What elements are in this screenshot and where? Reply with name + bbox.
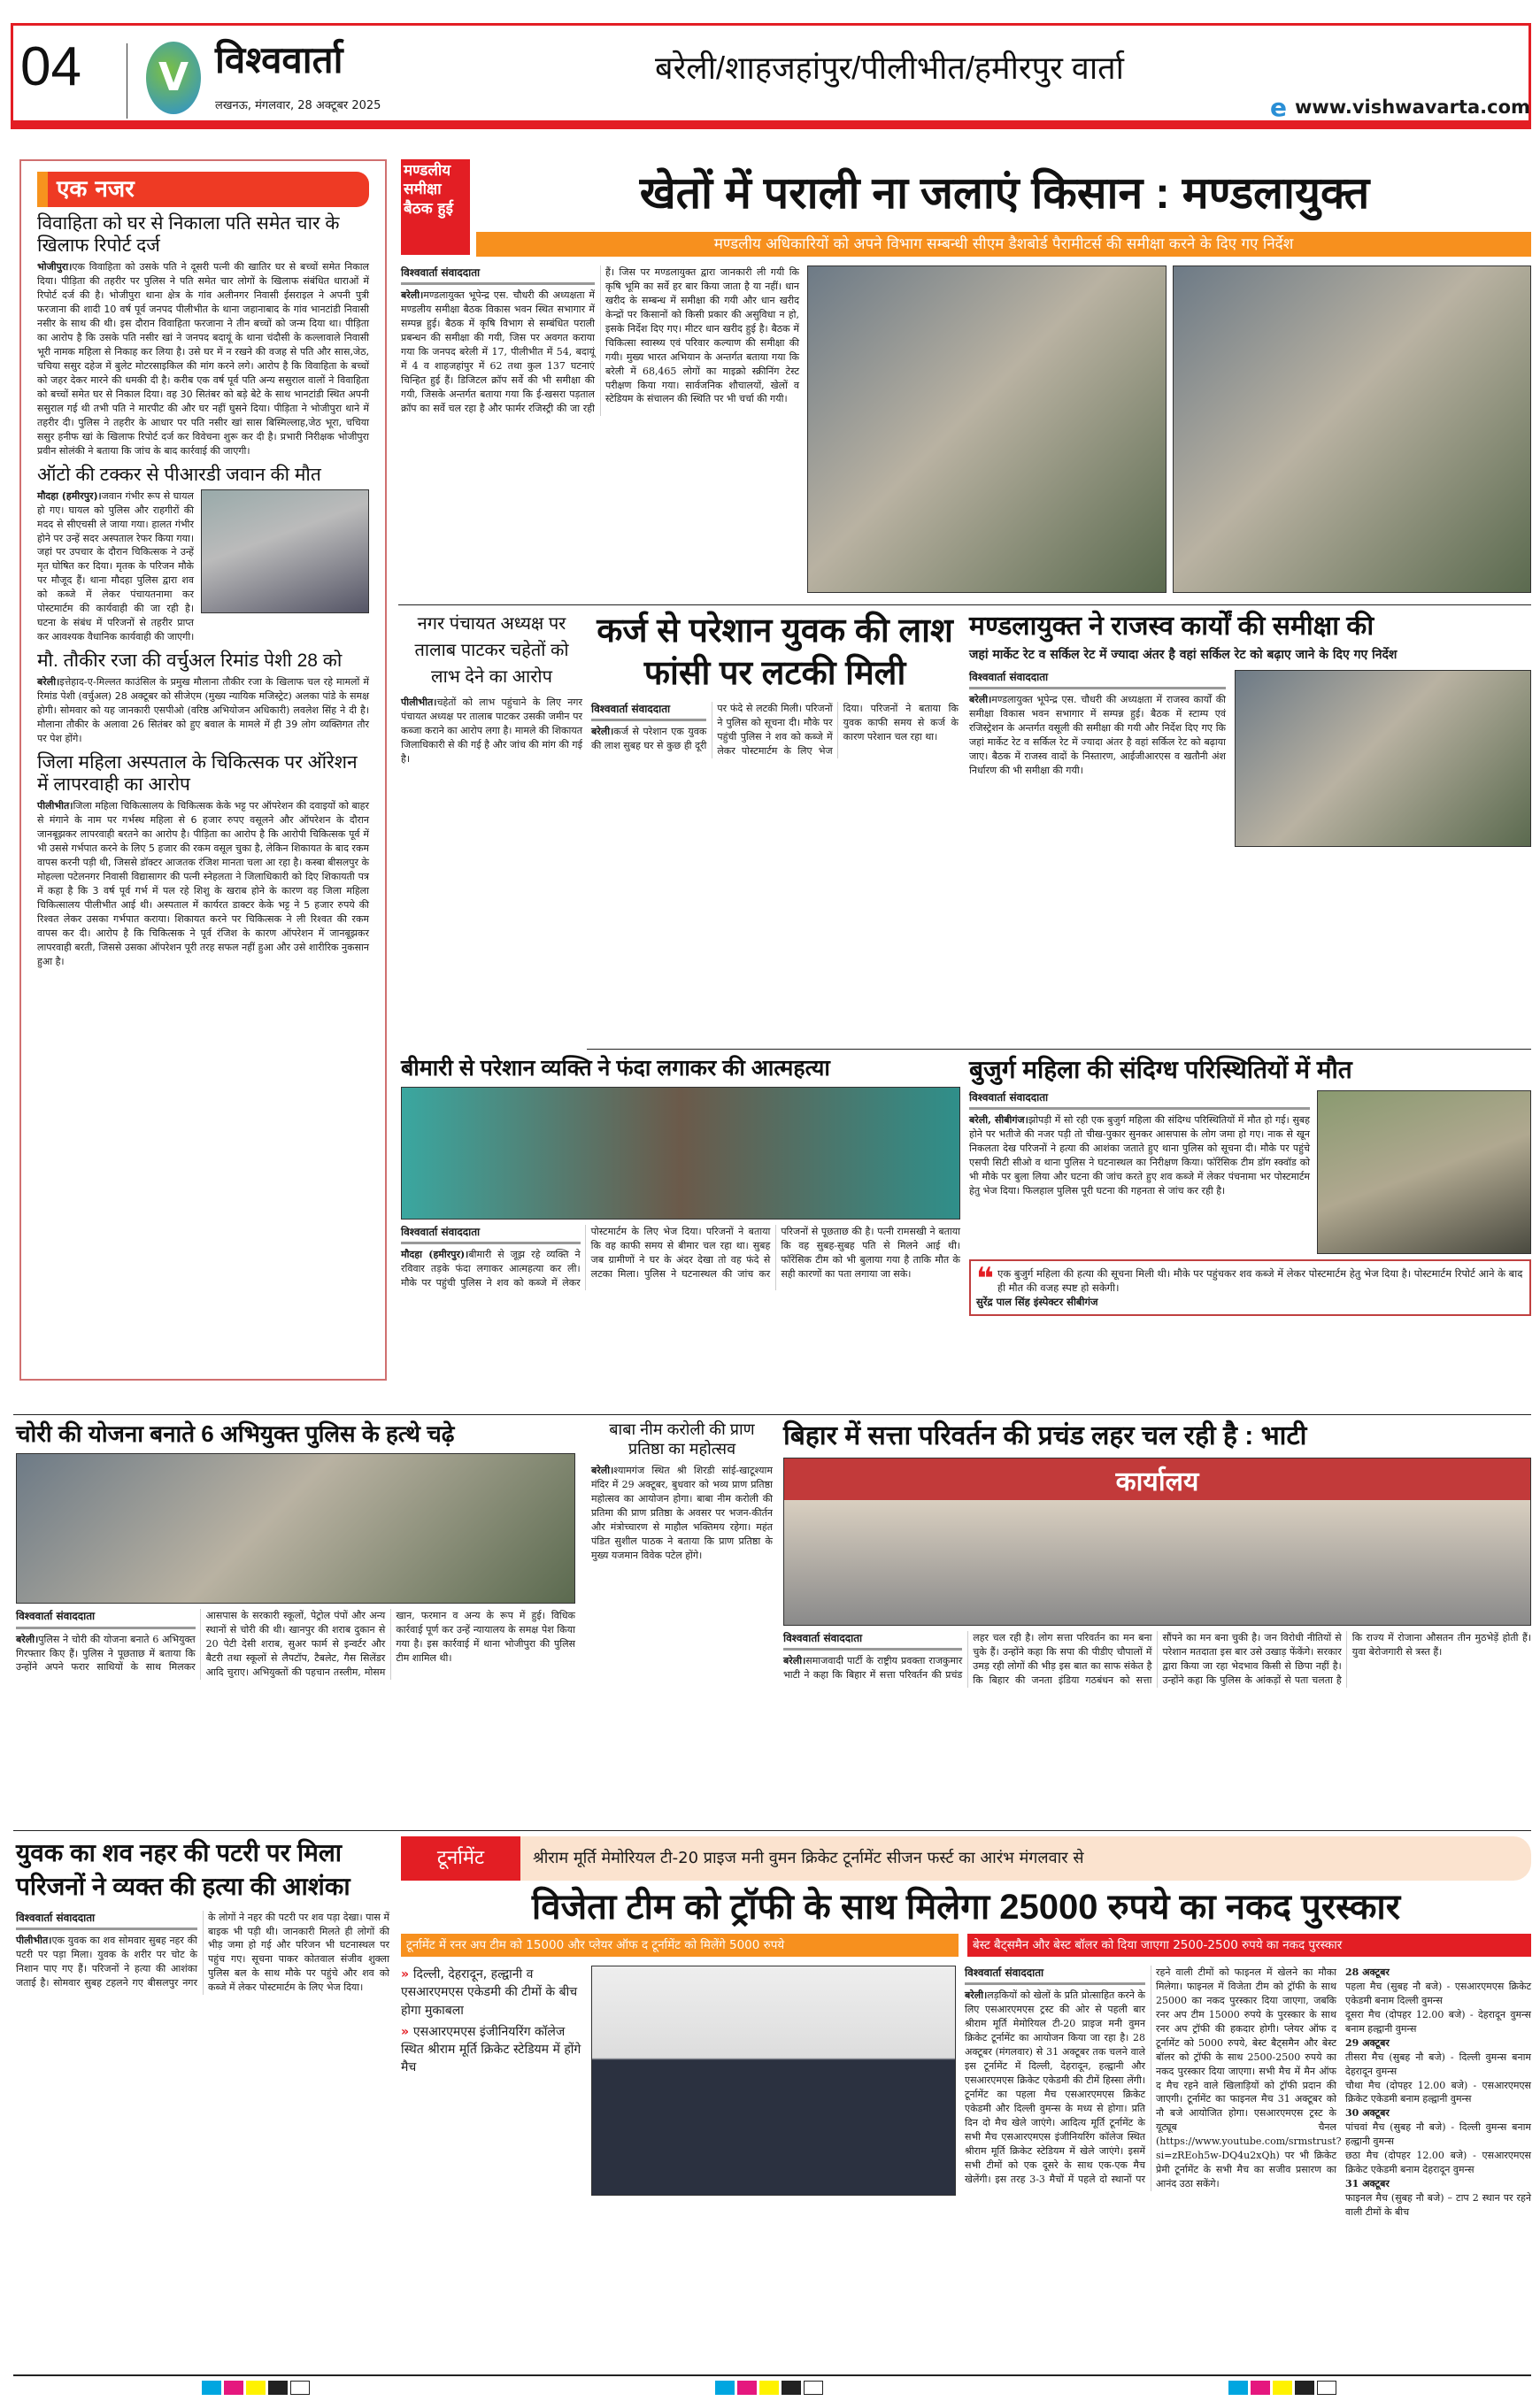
crime-scene-photo [1317,1090,1531,1254]
photo-banner-text: कार्यालय [1115,1466,1199,1497]
tournament-body: विश्ववार्ता संवाददाता बरेली।लड़कियों को खेलों के प्रति प्रोत्साहित करने के लिए एसआरएमएस ट्रस्ट की ओर से पहली बार श्रीराम मूर्ति मेमोरियल टी-20 प्राइज मनी वुमन क्रिकेट टूर्नामेंट का आयोजन किया जा रहा है। 28 अक्टूबर (मंगलवार) से 31 अक्टूबर तक चलने वाले इस टूर्नामेंट में दिल्ली, देहरादून, हल्द्वानी और एसआरएमएस क्रिकेट एकेडमी की टीमें हिस्सा लेंगी। टूर्नामेंट का पहला मैच एसआरएमएस क्रिकेट एकेडमी और दिल्ली वुमन्स के मध्य से होगा। प्रति दिन दो मैच खेले जाएंगे। आदित्य मूर्ति टूर्नामेंट के सभी मैच एसआरएमएस इंजीनियरिंग कॉलेज स्थित श्रीराम मूर्ति क्रिकेट स्टेडियम में खेले जाएंगे। इसमें सभी टीमों को एक दूसरे के साथ एक-एक मैच खेलेंगी। इस तरह 3-3 मैचों में पहले दो स्थानों पर रहने वाली टीमों को फाइनल में खेलने का मौका मिलेगा। फाइनल में विजेता टीम को ट्रॉफी के साथ 25000 का नकद पुरस्कार दिया जाएगा, जबकि रनर अप टीम 15000 रुपये के पुरस्कार के साथ रनर अप ट्रॉफी की हकदार होगी। प्लेयर ऑफ द टूर्नामेंट को 5000 रुपये, बेस्ट बैट्समैन और बेस्ट बॉलर को ट्रॉफी के साथ 2500-2500 रुपये का नकद पुरस्कार दिया जाएगा। सभी मैच में मैन ऑफ द मैच रहने वाले खिलाड़ियों को ट्रॉफी प्रदान की जाएगी। टूर्नामेंट का फाइनल मैच 31 अक्टूबर को नौ बजे आयोजित होगा। एसआरएमएस ट्रस्ट के यूट्यूब चैनल (https://www.youtube.com/srmstrust?si=zREoh5w-DQ4u2xQh) पर भी क्रिकेट प्रेमी टूर्नामेंट के सभी मैच का सजीव प्रसारण का आनंद उठा सकेंगे। [965,1966,1342,2190]
story-body: भोजीपुरा।एक विवाहिता को उसके पति ने दूसरी पत्नी की खातिर घर से बच्चों समेत निकाल दिया। पीड़िता की तहरीर पर पुलिस ने पति समेत चार लोगों के खिलाफ संबंधित धाराओं में रिपोर्ट दर्ज की है। भोजीपुरा थाना क्षेत्र के गांव अलीनगर निवासी ईसराइल ने अपनी पुत्री फरजाना की शादी 10 वर्ष पूर्व जनपद पीलीभीत के थाना जहानाबाद के गांव भानटांडी निवासी नसीर के साथ की थी। इस दौरान विवाहिता फरजाना ने तीन बच्चों को जन्म दिया था। पीड़िता का आरोप है कि उसके पति नसीर खां ने जनपद बदायूं के थाना चंदौसी के कल्लावाले निवासी भूरी नामक महिला से निकाह कर लिया है। उसे घर में न रखने की वजह से पति और सास,जेठ, चचिया ससुर दहेज में बुलेट मोटरसाइकिल की मांग करने लगे। आरोप है कि विवाहिता के बच्चों को जहर देकर मारने की धमकी दी है। करीब एक वर्ष पूर्व पति अन्य ससुराल वालों ने विवाहिता को बच्चों समेत घर से निकाल दिया। वह 30 सितंबर को बड़े बेटे के साथ भानटांडी स्थित अपनी ससुराल गई थी तभी पति ने मारपीट की और घर नहीं घुसने दिया। पीड़िता ने भोजीपुरा थाने में तहरीर दी। पुलिस ने तहरीर के आधार पर पति नसीर खां सास बिस्मिल्लाह,जेठ भूरा, चचिया ससुर हनीफ खां के खिलाफ रिपोर्ट दर्ज कर विवेचना शुरू कर दी है। प्रभारी निरीक्षक भोजीपुरा प्रवीन सोलंकी ने बताया कि जांच के बाद कार्रवाई की जाएगी। [37,261,369,457]
bihar-body: विश्ववार्ता संवाददाता बरेली।समाजवादी पार्टी के राष्ट्रीय प्रवक्ता राजकुमार भाटी ने कहा कि बिहार में सत्ता परिवर्तन की प्रचंड लहर चल रही है। लोग सत्ता परिवर्तन का मन बना चुके हैं। उन्होंने कहा कि सपा की पीडीए चौपालों में उमड़ रही लोगों की भीड़ इस बात का साफ संकेत है कि बिहार की जनता इंडिया गठबंधन को सत्ता सौंपने का मन बना चुकी है। जन विरोधी नीतियों से परेशान मतदाता इस बार उसे उखाड़ फेंकेंगे। सरकार द्वारा किया जा रहा भेदभाव किसी से छिपा नहीं है। उन्होंने कहा कि पुलिस के आंकड़ों से पता चलता है कि राज्य में रोजाना औसतन तीन मुठभेड़ें होती हैं। युवा बेरोजगारी से त्रस्त हैं। [783,1632,1531,1686]
canal-headline: युवक का शव नहर की पटरी पर मिला परिजनों ने व्यक्त की हत्या की आशंका [16,1839,350,1900]
canal-body: विश्ववार्ता संवाददाता पीलीभीत।एक युवक का शव सोमवार सुबह नहर की पटरी पर पड़ा मिला। युवक के शरीर पर चोट के निशान पाए गए हैं। परिजनों ने हत्या की आशंका जताई है। सोमवार सुबह टहलने गए बीसलपुर नगर के लोगों ने नहर की पटरी पर शव पड़ा देखा। पास में बाइक भी पड़ी थी। जानकारी मिलते ही लोगों की भीड़ जमा हो गई और परिजन भी घटनास्थल पर पहुंच गए। सूचना पाकर कोतवाल संजीव शुक्ला पुलिस बल के साथ मौके पर पहुंचे और शव को कब्जे में लेकर पोस्टमार्टम के लिए भेज दिया। [16,1911,389,1994]
story-headline: विवाहिता को घर से निकाला पति समेत चार के खिलाफ रिपोर्ट दर्ज [37,213,340,257]
ek-nazar-box [19,159,387,1381]
loan-body: विश्ववार्ता संवाददाता बरेली।कर्ज से परेशान एक युवक की लाश सुबह घर से कुछ ही दूरी पर फंदे से लटकी मिली। परिजनों ने पुलिस को सूचना दी। मौके पर पहुंची पुलिस ने शव को कब्जे में लेकर पोस्टमार्टम के लिए भेज दिया। परिजनों ने बताया कि युवक काफी समय से कर्ज के कारण परेशान चल रहा था। [591,703,959,757]
illness-story [401,1055,960,1290]
elderly-body: विश्ववार्ता संवाददाता बरेली, सीबीगंज।झोपड़ी में सो रही एक बुजुर्ग महिला की संदिग्ध परिस्थितियों में मौत हो गई। सुबह होने पर भतीजे की नजर पड़ी तो चीख-पुकार सुनकर आसपास के लोग जमा हो गए। नाक से खून निकलता देख परिजनों ने हत्या की आशंका जताते हुए थाना पुलिस को सूचना दी। मौके पर पहुंचे एसपी सिटी सीओ व थाना पुलिस ने घटनास्थल का निरीक्षण किया। फॉरेंसिक टीम डॉग स्क्वॉड को भी मौके पर बुला लिया और घटना की जांच करते हुए शव कब्जे में लेकर पंचनामा भर पोस्टमार्टम हेतु भेज दिया। फिलहाल पुलिस पूरी घटना की गहनता से जांच कर रही है। [969,1090,1310,1197]
theft-body: विश्ववार्ता संवाददाता बरेली।पुलिस ने चोरी की योजना बनाते 6 अभियुक्त गिरफ्तार किए हैं। पुलिस ने पूछताछ में बताया कि उन्होंने अपने फरार साथियों के साथ मिलकर आसपास के सरकारी स्कूलों, पेट्रोल पंपों और अन्य स्थानों से चोरी की थी। खानपुर की शराब दुकान से 20 पेटी देसी शराब, सुअर फार्म से इन्वर्टर और बैटरी तथा स्कूलों से लैपटॉप, टैबलेट, गैस सिलेंडर आदि चुराए। अभियुक्तों की पहचान तस्लीम, मोसम खान, फरमान व अन्य के रूप में हुई। विधिक कार्रवाई पूर्ण कर उन्हें न्यायालय के समक्ष पेश किया गया है। इस कार्रवाई में थाना भोजीपुरा की पुलिस टीम शामिल थी। [16,1610,575,1678]
quote-box: ❝ एक बुजुर्ग महिला की हत्या की सूचना मिली थी। मौके पर पहुंचकर शव कब्जे में लेकर पोस्टमार्टम हेतु भेज दिया है। पोस्टमार्टम रिपोर्ट आने के बाद ही मौत की वजह स्पष्ट हो सकेगी। सुरेंद्र पाल सिंह इंस्पेक्टर सीबीगंज [969,1259,1531,1316]
baba-headline: बाबा नीम करोली की प्राण प्रतिष्ठा का महोत्सव [609,1420,755,1458]
trustee-portrait-photo [591,1966,956,2196]
loan-story [591,611,959,758]
story-headline: जिला महिला अस्पताल के चिकित्सक पर ऑरेशन में लापरवाही का आरोप [37,751,358,796]
double-chevron-icon: » [401,1967,413,1982]
baba-body: बरेली।श्यामगंज स्थित श्री शिरडी सांई-खाटूश्याम मंदिर में 29 अक्टूबर, बुधवार को भव्य प्राण प्रतिष्ठा महोत्सव का आयोजन होगा। बाबा नीम करोली की प्रतिमा की प्राण प्रतिष्ठा के अवसर पर भजन-कीर्तन और मंत्रोच्चारण से माहौल भक्तिमय रहेगा। महंत पंडित सुशील पाठक ने बताया कि प्राण प्रतिष्ठा के मुख्य यजमान विवेक पटेल होंगे। [591,1465,773,1561]
section-tag: एक नजर [37,172,369,207]
theft-story [16,1420,575,1680]
tournament-kicker: श्रीराम मूर्ति मेमोरियल टी-20 प्राइज मनी वुमन क्रिकेट टूर्नामेंट सीजन फर्स्ट का आरंभ मंगलवार से [520,1836,1531,1881]
meeting-photo-1 [807,265,1167,593]
logo-icon: V [146,42,201,114]
story-body: पीलीभीत।चहेतों को लाभ पहुंचाने के लिए नगर पंचायत अध्यक्ष पर तालाब पाटकर उसकी जमीन पर कब्जा कराने का आरोप लगा है। मामले की शिकायत जिलाधिकारी से की गई है और जांच की मांग की गई है। [401,696,582,765]
baba-story [591,1420,773,1563]
illness-headline: बीमारी से परेशान व्यक्ति ने फंदा लगाकर की आत्महत्या [401,1056,830,1081]
color-registration-marks [0,2381,1540,2398]
revenue-headline: मण्डलायुक्त ने राजस्व कार्यों की समीक्षा की [969,612,1374,641]
story-body: पीलीभीत।जिला महिला चिकित्सालय के चिकित्सक केके भट्ट पर ऑपरेशन की दवाइयों को बाहर से मंगाने के नाम पर गर्भस्थ महिला से 6 हजार रुपए वसूलने और ऑपरेशन के दौरान जानबूझकर लापरवाही बरतने का आरोप है। पीड़िता का आरोप है कि आरोपी चिकित्सक पूर्व में भी उससे गर्भपात करने के लिए 5 हजार की रकम वसूल चुका है, लेकिन शिकायत के बाद रकम वापस करनी पड़ी थी, जिससे डॉक्टर आजतक रंजिश मानता चला आ रहा है। कस्बा बीसलपुर के मोहल्ला पटेलनगर निवासी विद्यासागर की पत्नी स्नेहलता ने जिलाधिकारी को दिए शिकायती पत्र में कहा है कि 3 वर्ष पूर्व गर्भ में पल रहे शिशु के खराब होने के कारण वह जिला महिला चिकित्सालय पीलीभीत आई थी। अस्पताल में कार्यरत डाक्टर केके भट्ट ने 5 हजार रुपये की रिश्वत लेकर उसका गर्भपात कराया। शिकायत करने पर चिकित्सक ने ली रिश्वत की रकम वापस कर दी। आरोप है कि चिकित्सक ने पूर्व रंजिश के कारण ऑपरेशन में जानबूझकर लापरवाही बरती, जिससे उसका ऑपरेशन पूरी तरह सफल नहीं हुआ और उसे शारीरिक नुकसान हुआ है। [37,800,369,967]
story [37,464,369,645]
story-headline: नगर पंचायत अध्यक्ष पर तालाब पाटकर चहेतों को लाभ देने का आरोप [414,614,569,687]
tournament-strip-best-player: बेस्ट बैट्समैन और बेस्ट बॉलर को दिया जाएगा 2500-2500 रुपये का नकद पुरस्कार [967,1934,1531,1957]
lead-headline: खेतों में पराली ना जलाएं किसान : मण्डलायुक्त [639,168,1370,218]
story-body: बरेली।इत्तेहाद-ए-मिल्लत काउंसिल के प्रमुख मौलाना तौकीर रजा के खिलाफ चल रहे मामलों में रिमांड पेशी (वर्चुअल) 28 अक्टूबर को सीजेएम (मुख्य न्यायिक मजिस्ट्रेट) अलका पांडे के समक्ष होगी। सोमवार को यह जानकारी एसपीओ (वरिष्ठ अभियोजन अधिकारी) लवलेश सिंह ने दी है। मौलाना तौकीर के अलावा 26 सितंबर को हुए बवाल के मामले में ही 39 लोग व्यक्तिगत तौर पर पेश होंगे। [37,676,369,744]
bihar-headline: बिहार में सत्ता परिवर्तन की प्रचंड लहर चल रही है : भाटी [783,1421,1307,1451]
highlight-item: » दिल्ली, देहरादून, हल्द्वानी व एसआरएमएस एकेडमी की टीमों के बीच होगा मुकाबला [401,1967,578,2018]
masthead [11,23,1531,129]
tournament-strip-runner-up: टूर्नामेंट में रनर अप टीम को 15000 और प्लेयर ऑफ द टूर्नामेंट को मिलेंगे 5000 रुपये [401,1934,959,1957]
arrested-accused-photo [16,1453,575,1604]
story-headline: मौ. तौकीर रजा की वर्चुअल रिमांड पेशी 28 को [37,650,343,671]
double-chevron-icon: » [401,2024,413,2039]
elderly-story [969,1055,1531,1316]
illness-body: विश्ववार्ता संवाददाता मौदहा (हमीरपुर)।बीमारी से जूझ रहे व्यक्ति ने रविवार तड़के फंदा लगाकर आत्महत्या कर ली। मौके पर पहुंची पुलिस ने शव को कब्जे में लेकर पोस्टमार्टम के लिए भेज दिया। परिजनों ने बताया कि वह काफी समय से बीमार चल रहा था। सुबह जब ग्रामीणों ने घर के अंदर देखा तो वह फंदे से लटका मिला। पुलिस ने घटनास्थल की जांच कर परिजनों से पूछताछ की है। पत्नी रामसखी ने बताया कि वह सुबह-सुबह पति से मिलने आई थी। फॉरेंसिक टीम को भी बुलाया गया है ताकि मौत के सही कारणों का पता लगाया जा सके। [401,1226,960,1289]
story [37,751,369,969]
match-schedule [1345,1966,1531,2220]
globe-icon: e [1270,93,1287,122]
highlight-item: » एसआरएमएस इंजीनियरिंग कॉलेज स्थित श्रीराम मूर्ति क्रिकेट स्टेडियम में होंगे मैच [401,2024,581,2075]
edition-title: बरेली/शाहजहांपुर/पीलीभीत/हमीरपुर वार्ता [655,50,1124,86]
schedule-day: 30 अक्टूबर पांचवां मैच (सुबह नौ बजे) - दिल्ली वुमन्स बनाम हल्द्वानी वुमन्स छठा मैच (दोपहर 12.00 बजे) - एसआरएमएस क्रिकेट एकेडमी बनाम देहरादून वुमन्स [1345,2107,1531,2176]
brand-name: विश्ववार्ता [215,39,343,81]
revenue-story [969,611,1531,847]
tournament-tag: टूर्नामेंट [401,1836,520,1881]
schedule-day: 31 अक्टूबर फाइनल मैच (सुबह नौ बजे) – टाप 2 स्थान पर रहने वाली टीमों के बीच [1345,2178,1531,2218]
lead-body: विश्ववार्ता संवाददाता बरेली।मण्डलायुक्त भूपेन्द्र एस. चौधरी की अध्यक्षता में मण्डलीय समीक्षा बैठक विकास भवन स्थित सभागार में सम्पन्न हुई। बैठक में कृषि विभाग से सम्बंधित पराली प्रबन्धन की समीक्षा की गयी, जिस पर अवगत कराया गया कि जनपद बरेली में 17, पीलीभीत में 54, बदायूं में 4 व शाहजहांपुर में 62 तथा कुल 137 घटनाएं चिन्हित हुई हैं। डिजिटल क्रॉप सर्वे की भी समीक्षा की गयी, जिसके अन्तर्गत बताया गया कि ई-खसरा पड़ताल क्रॉप का सर्वे चल रहा है और फार्मर रजिस्ट्री की जा रही हैं। जिस पर मण्डलायुक्त द्वारा जानकारी ली गयी कि कृषि भूमि का सर्वे हर बार किया जाता है या नहीं। धान खरीद के सम्बन्ध में समीक्षा की गयी और धान खरीद केन्द्रों पर किसानों को किसी प्रकार की असुविधा न हो, इसके निर्देश दिए गए। मीटर धान खरीद हुई है। बैठक में चिकित्सा स्वास्थ्य एवं परिवार कल्याण की समीक्षा की गयी। मुख्य भारत अभियान के अन्तर्गत बताया गया कि बरेली में 68,465 लोगों का माइक्रो स्क्रीनिंग टेस्ट परीक्षण किया गया। सार्वजनिक शौचालयों, खेलों व स्टेडियम के संचालन की स्थिति पर भी चर्चा की गयी। [401,266,799,414]
revenue-meeting-photo [1235,670,1531,847]
press-conference-photo [783,1458,1531,1626]
meeting-photo-2 [1173,265,1531,593]
dateline: लखनऊ, मंगलवार, 28 अक्टूबर 2025 [215,99,381,112]
illness-photo [401,1087,960,1220]
loan-headline: कर्ज से परेशान युवक की लाश फांसी पर लटकी मिली [597,612,953,692]
elderly-headline: बुजुर्ग महिला की संदिग्ध परिस्थितियों में मौत [969,1056,1352,1083]
bihar-story [783,1420,1531,1688]
lead-kicker: मण्डलीय समीक्षा बैठक हुई [401,159,470,255]
lead-subhead: मण्डलीय अधिकारियों को अपने विभाग सम्बन्धी सीएम डैशबोर्ड पैरामीटर्स की समीक्षा करने के दिए गए निर्देश [476,232,1531,257]
quote-icon: ❝ [976,1260,994,1297]
story [37,650,369,746]
theft-headline: चोरी की योजना बनाते 6 अभियुक्त पुलिस के हत्थे चढ़े [16,1420,455,1447]
canal-story [16,1836,389,1995]
revenue-body: विश्ववार्ता संवाददाता बरेली।मण्डलायुक्त भूपेन्द्र एस. चौधरी की अध्यक्षता में राजस्व कार्यों की समीक्षा विकास भवन सभागार में सम्पन्न हुई। बैठक में स्टाम्प एवं रजिस्ट्रेशन के अन्तर्गत वसूली की समीक्षा की गयी और निर्देश दिए गए कि जहां मार्केट रेट व सर्किल रेट में ज्यादा अंतर है वहां सर्किल रेट को बढ़ाया जाए। बैठक में राजस्व वादों के निस्तारण, आईजीआरएस व खतौनी अंश निर्धारण की भी समीक्षा की गयी। [969,671,1226,777]
revenue-subhead: जहां मार्केट रेट व सर्किल रेट में ज्यादा अंतर है वहां सर्किल रेट को बढ़ाए जाने के दिए गए निर्देश [969,648,1398,662]
quote-attribution: सुरेंद्र पाल सिंह इंस्पेक्टर सीबीगंज [976,1295,1098,1308]
tournament-story [401,1836,1531,2220]
page-number: 04 [20,36,81,97]
story-headline: ऑटो की टक्कर से पीआरडी जवान की मौत [37,464,321,485]
schedule-day: 28 अक्टूबर पहला मैच (सुबह नौ बजे) - एसआरएमएस क्रिकेट एकेडमी बनाम दिल्ली वुमन्स दूसरा मैच (दोपहर 12.00 बजे) - देहरादून वुमन्स बनाम हल्द्वानी वुमन्स [1345,1966,1531,2035]
tournament-highlights [401,1966,582,2077]
side-story [401,611,582,766]
story-body: मौदहा (हमीरपुर)।जवान गंभीर रूप से घायल हो गए। घायल को पुलिस और राहगीरों की मदद से सीएचसी ले जाया गया। हालत गंभीर होने पर उन्हें सदर अस्पताल रेफर किया गया। जहां पर उपचार के दौरान चिकित्सक ने उन्हें मृत घोषित कर दिया। मृतक के परिजन मौके पर मौजूद हैं। थाना मौदहा पुलिस द्वारा शव को कब्जे में लेकर पंचायतनामा कर पोस्टमार्टम की कार्यवाही की जा रही है। घटना के संबंध में परिजनों से तहरीर प्राप्त कर आवश्यक वैधानिक कार्यवाही की जाएगी। [37,489,195,643]
tournament-headline: विजेता टीम को ट्रॉफी के साथ मिलेगा 25000 रुपये का नकद पुरस्कार [531,1888,1401,1927]
accident-photo [201,489,369,613]
website[interactable]: www.vishwavarta.com [1295,96,1530,118]
schedule-day: 29 अक्टूबर तीसरा मैच (सुबह नौ बजे) - दिल्ली वुमन्स बनाम देहरादून वुमन्स चौथा मैच (दोपहर 12.00 बजे) - एसआरएमएस क्रिकेट एकेडमी बनाम हल्द्वानी वुमन्स [1345,2036,1531,2105]
story [37,212,369,458]
